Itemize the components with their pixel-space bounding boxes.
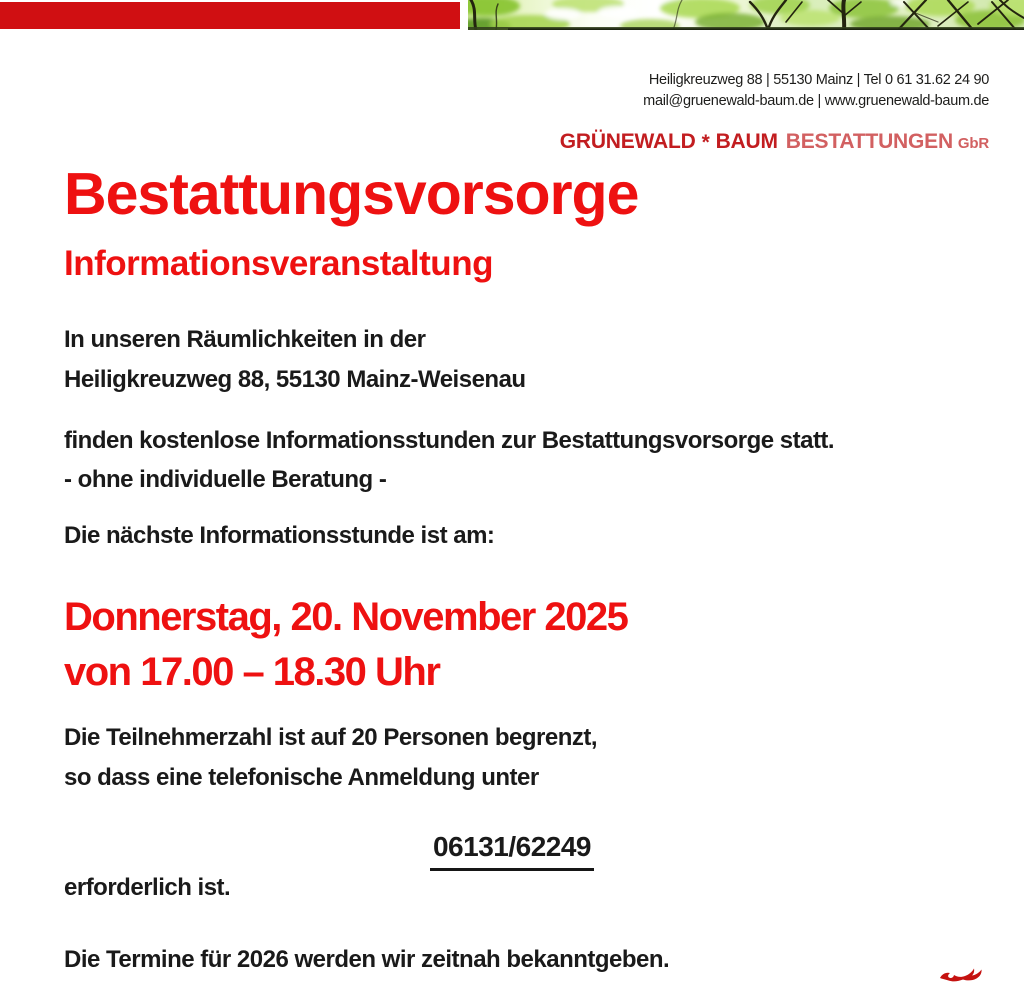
- logo-suffix-gbr: GbR: [957, 135, 989, 152]
- info-line-1: finden kostenlose Informationsstunden zur Bestattungsvorsorge statt.: [64, 427, 835, 454]
- logo-division: BESTATTUNGEN: [785, 130, 953, 153]
- page-subtitle: Informationsveranstaltung: [64, 244, 493, 283]
- outlook-line: Die Termine für 2026 werden wir zeitnah bekanntgeben.: [64, 946, 670, 973]
- registration-paragraph: [64, 718, 597, 798]
- event-date-line-1: Donnerstag, 20. November 2025: [64, 595, 628, 639]
- info-paragraph: [64, 421, 834, 499]
- required-line: erforderlich ist.: [64, 874, 231, 901]
- info-line-2: - ohne individuelle Beratung -: [64, 466, 387, 493]
- company-logo: [560, 130, 989, 156]
- logo-name-gruenewald: GRÜNEWALD: [559, 130, 696, 153]
- intro-line-2: Heiligkreuzweg 88, 55130 Mainz-Weisenau: [64, 366, 526, 393]
- event-time-line: von 17.00 – 18.30 Uhr: [64, 650, 440, 694]
- phone-number: 06131/62249: [430, 827, 594, 871]
- contact-address: [643, 70, 989, 112]
- page-title: Bestattungsvorsorge: [64, 161, 639, 227]
- contact-line-1: Heiligkreuzweg 88 | 55130 Mainz | Tel 0 61 31.62 24 90: [648, 72, 989, 88]
- limit-line-2: so dass eine telefonische Anmeldung unter: [64, 764, 539, 791]
- logo-name-baum: BAUM: [715, 130, 778, 153]
- tree-canopy-photo: [468, 0, 1024, 30]
- limit-line-1: Die Teilnehmerzahl ist auf 20 Personen begrenzt,: [64, 724, 598, 751]
- tree-canopy-icon: [468, 0, 1024, 30]
- event-date: [64, 590, 627, 700]
- contact-line-2: mail@gruenewald-baum.de | www.gruenewald-baum.de: [643, 93, 989, 109]
- intro-paragraph: [64, 320, 526, 400]
- next-session-label: Die nächste Informationsstunde ist am:: [64, 522, 495, 549]
- intro-line-1: In unseren Räumlichkeiten in der: [64, 326, 426, 353]
- phone-row: [64, 827, 960, 871]
- logo-star-icon: *: [701, 131, 710, 154]
- header-red-bar: [0, 2, 460, 29]
- leaf-flourish-icon: [938, 964, 984, 984]
